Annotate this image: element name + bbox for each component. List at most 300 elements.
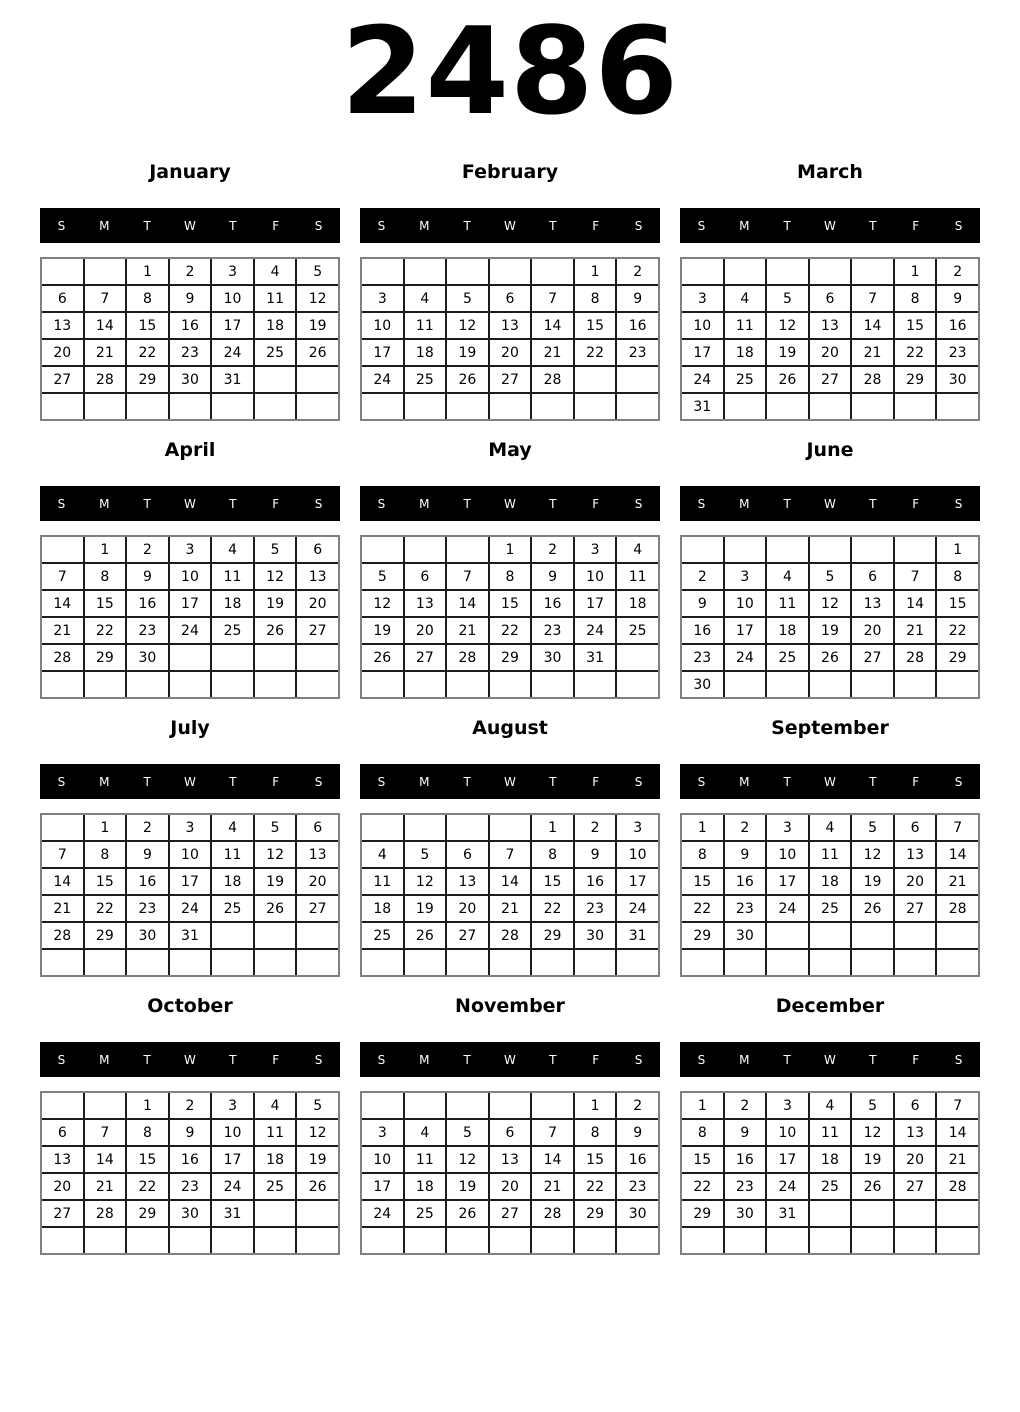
may-day-31: 31 (574, 644, 617, 671)
august-day-4: 4 (361, 841, 404, 868)
july-empty-cell (169, 949, 212, 976)
february-empty-cell (489, 258, 532, 285)
dow-monday: M (99, 496, 110, 511)
january-day-11: 11 (254, 285, 297, 312)
june-day-10: 10 (724, 590, 767, 617)
october-day-16: 16 (169, 1146, 212, 1173)
dow-friday: F (912, 496, 920, 511)
november-day-22: 22 (574, 1173, 617, 1200)
month-may (360, 428, 660, 706)
june-week-3 (681, 590, 979, 617)
june-empty-cell (809, 671, 852, 698)
september-day-23: 23 (724, 895, 767, 922)
june-day-19: 19 (809, 617, 852, 644)
dow-wednesday: W (184, 496, 196, 511)
august-empty-cell (446, 814, 489, 841)
may-empty-cell (531, 671, 574, 698)
july-week-2 (41, 841, 339, 868)
december-week-3 (681, 1146, 979, 1173)
december-empty-cell (894, 1227, 937, 1254)
april-day-11: 11 (211, 563, 254, 590)
june-empty-cell (894, 671, 937, 698)
february-day-24: 24 (361, 366, 404, 393)
july-day-24: 24 (169, 895, 212, 922)
april-day-1: 1 (84, 536, 127, 563)
october-day-5: 5 (296, 1092, 339, 1119)
october-empty-cell (254, 1200, 297, 1227)
june-day-29: 29 (936, 644, 979, 671)
november-week-3 (361, 1146, 659, 1173)
may-day-12: 12 (361, 590, 404, 617)
july-empty-cell (254, 922, 297, 949)
november-day-24: 24 (361, 1200, 404, 1227)
december-day-29: 29 (681, 1200, 724, 1227)
july-day-26: 26 (254, 895, 297, 922)
august-week-6 (361, 949, 659, 976)
month-grid-february (360, 257, 660, 421)
november-day-16: 16 (616, 1146, 659, 1173)
january-empty-cell (126, 393, 169, 420)
march-day-24: 24 (681, 366, 724, 393)
dow-sunday: S (377, 218, 386, 233)
october-empty-cell (254, 1227, 297, 1254)
march-day-2: 2 (936, 258, 979, 285)
february-week-3 (361, 312, 659, 339)
may-day-19: 19 (361, 617, 404, 644)
august-day-25: 25 (361, 922, 404, 949)
months-grid (0, 140, 1020, 1262)
january-day-16: 16 (169, 312, 212, 339)
august-empty-cell (361, 814, 404, 841)
december-day-13: 13 (894, 1119, 937, 1146)
december-empty-cell (894, 1200, 937, 1227)
december-day-2: 2 (724, 1092, 767, 1119)
august-day-22: 22 (531, 895, 574, 922)
january-empty-cell (254, 366, 297, 393)
november-empty-cell (404, 1092, 447, 1119)
march-day-17: 17 (681, 339, 724, 366)
october-day-4: 4 (254, 1092, 297, 1119)
november-day-29: 29 (574, 1200, 617, 1227)
september-empty-cell (766, 922, 809, 949)
dow-wednesday: W (184, 218, 196, 233)
august-day-19: 19 (404, 895, 447, 922)
august-day-27: 27 (446, 922, 489, 949)
march-week-3 (681, 312, 979, 339)
february-day-1: 1 (574, 258, 617, 285)
july-day-19: 19 (254, 868, 297, 895)
september-day-27: 27 (894, 895, 937, 922)
april-day-7: 7 (41, 563, 84, 590)
dow-tuesday: T (783, 496, 791, 511)
november-week-6 (361, 1227, 659, 1254)
june-empty-cell (851, 671, 894, 698)
august-empty-cell (361, 949, 404, 976)
december-week-1 (681, 1092, 979, 1119)
february-week-6 (361, 393, 659, 420)
december-day-17: 17 (766, 1146, 809, 1173)
january-day-9: 9 (169, 285, 212, 312)
october-empty-cell (211, 1227, 254, 1254)
december-empty-cell (936, 1200, 979, 1227)
june-day-22: 22 (936, 617, 979, 644)
dow-wednesday: W (504, 1052, 516, 1067)
december-empty-cell (851, 1227, 894, 1254)
december-empty-cell (809, 1227, 852, 1254)
september-day-28: 28 (936, 895, 979, 922)
november-empty-cell (489, 1227, 532, 1254)
march-day-31: 31 (681, 393, 724, 420)
month-title-october: October (147, 995, 233, 1017)
february-day-5: 5 (446, 285, 489, 312)
april-day-30: 30 (126, 644, 169, 671)
january-day-23: 23 (169, 339, 212, 366)
march-day-9: 9 (936, 285, 979, 312)
january-empty-cell (254, 393, 297, 420)
september-day-17: 17 (766, 868, 809, 895)
month-title-january: January (149, 161, 231, 183)
dow-friday: F (592, 218, 600, 233)
december-day-22: 22 (681, 1173, 724, 1200)
march-empty-cell (809, 258, 852, 285)
february-day-22: 22 (574, 339, 617, 366)
august-empty-cell (489, 814, 532, 841)
october-day-27: 27 (41, 1200, 84, 1227)
september-day-16: 16 (724, 868, 767, 895)
september-empty-cell (681, 949, 724, 976)
april-day-28: 28 (41, 644, 84, 671)
may-day-5: 5 (361, 563, 404, 590)
day-of-week-header-june (680, 486, 980, 521)
september-day-24: 24 (766, 895, 809, 922)
december-day-21: 21 (936, 1146, 979, 1173)
dow-sunday: S (697, 496, 706, 511)
september-day-6: 6 (894, 814, 937, 841)
february-day-19: 19 (446, 339, 489, 366)
january-day-28: 28 (84, 366, 127, 393)
march-day-10: 10 (681, 312, 724, 339)
december-empty-cell (851, 1200, 894, 1227)
october-day-3: 3 (211, 1092, 254, 1119)
february-day-9: 9 (616, 285, 659, 312)
december-day-3: 3 (766, 1092, 809, 1119)
dow-thursday: T (869, 218, 877, 233)
dow-saturday: S (314, 774, 323, 789)
may-day-7: 7 (446, 563, 489, 590)
july-empty-cell (296, 922, 339, 949)
november-day-12: 12 (446, 1146, 489, 1173)
april-empty-cell (126, 671, 169, 698)
june-week-2 (681, 563, 979, 590)
dow-friday: F (592, 774, 600, 789)
february-empty-cell (531, 258, 574, 285)
dow-saturday: S (634, 774, 643, 789)
dow-friday: F (912, 1052, 920, 1067)
november-day-25: 25 (404, 1200, 447, 1227)
month-grid-june (680, 535, 980, 699)
july-day-10: 10 (169, 841, 212, 868)
dow-thursday: T (869, 1052, 877, 1067)
april-day-4: 4 (211, 536, 254, 563)
june-day-11: 11 (766, 590, 809, 617)
september-empty-cell (809, 922, 852, 949)
month-grid-may (360, 535, 660, 699)
september-day-14: 14 (936, 841, 979, 868)
september-day-25: 25 (809, 895, 852, 922)
october-empty-cell (296, 1200, 339, 1227)
october-day-14: 14 (84, 1146, 127, 1173)
december-empty-cell (724, 1227, 767, 1254)
dow-tuesday: T (463, 1052, 471, 1067)
dow-saturday: S (314, 1052, 323, 1067)
january-week-4 (41, 339, 339, 366)
june-day-23: 23 (681, 644, 724, 671)
december-week-6 (681, 1227, 979, 1254)
october-day-23: 23 (169, 1173, 212, 1200)
dow-sunday: S (57, 218, 66, 233)
month-title-july: July (170, 717, 210, 739)
dow-monday: M (739, 1052, 750, 1067)
september-week-4 (681, 895, 979, 922)
april-week-1 (41, 536, 339, 563)
october-day-31: 31 (211, 1200, 254, 1227)
month-grid-october (40, 1091, 340, 1255)
february-day-6: 6 (489, 285, 532, 312)
dow-wednesday: W (824, 774, 836, 789)
january-week-3 (41, 312, 339, 339)
may-empty-cell (361, 536, 404, 563)
july-empty-cell (84, 949, 127, 976)
october-day-6: 6 (41, 1119, 84, 1146)
august-empty-cell (446, 949, 489, 976)
day-of-week-header-december (680, 1042, 980, 1077)
january-day-26: 26 (296, 339, 339, 366)
august-day-10: 10 (616, 841, 659, 868)
dow-sunday: S (697, 218, 706, 233)
july-empty-cell (296, 949, 339, 976)
august-day-8: 8 (531, 841, 574, 868)
june-week-4 (681, 617, 979, 644)
march-empty-cell (766, 393, 809, 420)
august-day-2: 2 (574, 814, 617, 841)
july-day-13: 13 (296, 841, 339, 868)
october-day-18: 18 (254, 1146, 297, 1173)
december-empty-cell (766, 1227, 809, 1254)
december-day-12: 12 (851, 1119, 894, 1146)
october-day-8: 8 (126, 1119, 169, 1146)
august-day-6: 6 (446, 841, 489, 868)
november-day-6: 6 (489, 1119, 532, 1146)
april-day-6: 6 (296, 536, 339, 563)
december-day-6: 6 (894, 1092, 937, 1119)
march-day-12: 12 (766, 312, 809, 339)
dow-monday: M (419, 218, 430, 233)
july-week-5 (41, 922, 339, 949)
november-day-19: 19 (446, 1173, 489, 1200)
may-day-15: 15 (489, 590, 532, 617)
october-day-26: 26 (296, 1173, 339, 1200)
may-day-17: 17 (574, 590, 617, 617)
november-empty-cell (489, 1092, 532, 1119)
day-of-week-header-march (680, 208, 980, 243)
february-day-18: 18 (404, 339, 447, 366)
july-empty-cell (41, 949, 84, 976)
november-day-8: 8 (574, 1119, 617, 1146)
july-day-12: 12 (254, 841, 297, 868)
september-day-11: 11 (809, 841, 852, 868)
march-day-13: 13 (809, 312, 852, 339)
july-day-3: 3 (169, 814, 212, 841)
february-day-20: 20 (489, 339, 532, 366)
august-day-24: 24 (616, 895, 659, 922)
october-week-1 (41, 1092, 339, 1119)
february-empty-cell (361, 393, 404, 420)
may-empty-cell (616, 671, 659, 698)
july-day-29: 29 (84, 922, 127, 949)
march-day-6: 6 (809, 285, 852, 312)
october-day-13: 13 (41, 1146, 84, 1173)
june-day-1: 1 (936, 536, 979, 563)
may-day-23: 23 (531, 617, 574, 644)
january-day-24: 24 (211, 339, 254, 366)
april-day-29: 29 (84, 644, 127, 671)
january-day-2: 2 (169, 258, 212, 285)
august-day-13: 13 (446, 868, 489, 895)
february-day-21: 21 (531, 339, 574, 366)
may-day-3: 3 (574, 536, 617, 563)
dow-sunday: S (57, 1052, 66, 1067)
november-day-14: 14 (531, 1146, 574, 1173)
january-week-5 (41, 366, 339, 393)
dow-friday: F (272, 496, 280, 511)
july-day-5: 5 (254, 814, 297, 841)
september-empty-cell (894, 922, 937, 949)
dow-monday: M (739, 218, 750, 233)
september-day-3: 3 (766, 814, 809, 841)
february-empty-cell (404, 258, 447, 285)
december-day-16: 16 (724, 1146, 767, 1173)
december-week-5 (681, 1200, 979, 1227)
dow-saturday: S (954, 218, 963, 233)
july-week-3 (41, 868, 339, 895)
dow-saturday: S (954, 496, 963, 511)
january-empty-cell (84, 393, 127, 420)
february-empty-cell (404, 393, 447, 420)
june-day-17: 17 (724, 617, 767, 644)
september-week-1 (681, 814, 979, 841)
october-week-6 (41, 1227, 339, 1254)
march-day-4: 4 (724, 285, 767, 312)
month-grid-september (680, 813, 980, 977)
january-week-6 (41, 393, 339, 420)
february-empty-cell (574, 393, 617, 420)
dow-friday: F (272, 1052, 280, 1067)
dow-tuesday: T (143, 496, 151, 511)
month-december (680, 984, 980, 1262)
january-empty-cell (84, 258, 127, 285)
august-day-9: 9 (574, 841, 617, 868)
january-day-19: 19 (296, 312, 339, 339)
october-day-28: 28 (84, 1200, 127, 1227)
may-day-20: 20 (404, 617, 447, 644)
july-day-14: 14 (41, 868, 84, 895)
january-day-20: 20 (41, 339, 84, 366)
march-day-23: 23 (936, 339, 979, 366)
february-empty-cell (446, 393, 489, 420)
april-week-4 (41, 617, 339, 644)
july-day-6: 6 (296, 814, 339, 841)
june-day-7: 7 (894, 563, 937, 590)
december-day-27: 27 (894, 1173, 937, 1200)
august-week-1 (361, 814, 659, 841)
month-title-december: December (775, 995, 885, 1017)
february-day-14: 14 (531, 312, 574, 339)
june-day-9: 9 (681, 590, 724, 617)
august-day-29: 29 (531, 922, 574, 949)
august-week-2 (361, 841, 659, 868)
october-day-1: 1 (126, 1092, 169, 1119)
september-empty-cell (851, 922, 894, 949)
november-empty-cell (361, 1092, 404, 1119)
february-empty-cell (361, 258, 404, 285)
january-day-1: 1 (126, 258, 169, 285)
dow-monday: M (99, 1052, 110, 1067)
september-day-30: 30 (724, 922, 767, 949)
february-day-7: 7 (531, 285, 574, 312)
dow-sunday: S (377, 1052, 386, 1067)
july-day-11: 11 (211, 841, 254, 868)
day-of-week-header-february (360, 208, 660, 243)
dow-sunday: S (57, 774, 66, 789)
december-empty-cell (681, 1227, 724, 1254)
december-day-24: 24 (766, 1173, 809, 1200)
december-day-14: 14 (936, 1119, 979, 1146)
may-empty-cell (489, 671, 532, 698)
december-empty-cell (936, 1227, 979, 1254)
june-day-15: 15 (936, 590, 979, 617)
dow-sunday: S (697, 774, 706, 789)
june-day-14: 14 (894, 590, 937, 617)
month-october (40, 984, 340, 1262)
june-empty-cell (766, 671, 809, 698)
april-empty-cell (41, 671, 84, 698)
november-day-7: 7 (531, 1119, 574, 1146)
september-day-5: 5 (851, 814, 894, 841)
day-of-week-header-september (680, 764, 980, 799)
may-day-30: 30 (531, 644, 574, 671)
august-day-1: 1 (531, 814, 574, 841)
february-week-2 (361, 285, 659, 312)
april-empty-cell (169, 671, 212, 698)
month-title-august: August (472, 717, 548, 739)
january-week-1 (41, 258, 339, 285)
may-week-5 (361, 644, 659, 671)
october-day-2: 2 (169, 1092, 212, 1119)
may-week-6 (361, 671, 659, 698)
dow-monday: M (99, 218, 110, 233)
month-title-may: May (488, 439, 532, 461)
dow-wednesday: W (504, 218, 516, 233)
august-day-16: 16 (574, 868, 617, 895)
january-day-17: 17 (211, 312, 254, 339)
july-day-2: 2 (126, 814, 169, 841)
february-day-11: 11 (404, 312, 447, 339)
december-day-9: 9 (724, 1119, 767, 1146)
august-day-28: 28 (489, 922, 532, 949)
april-day-20: 20 (296, 590, 339, 617)
august-empty-cell (404, 814, 447, 841)
day-of-week-header-january (40, 208, 340, 243)
